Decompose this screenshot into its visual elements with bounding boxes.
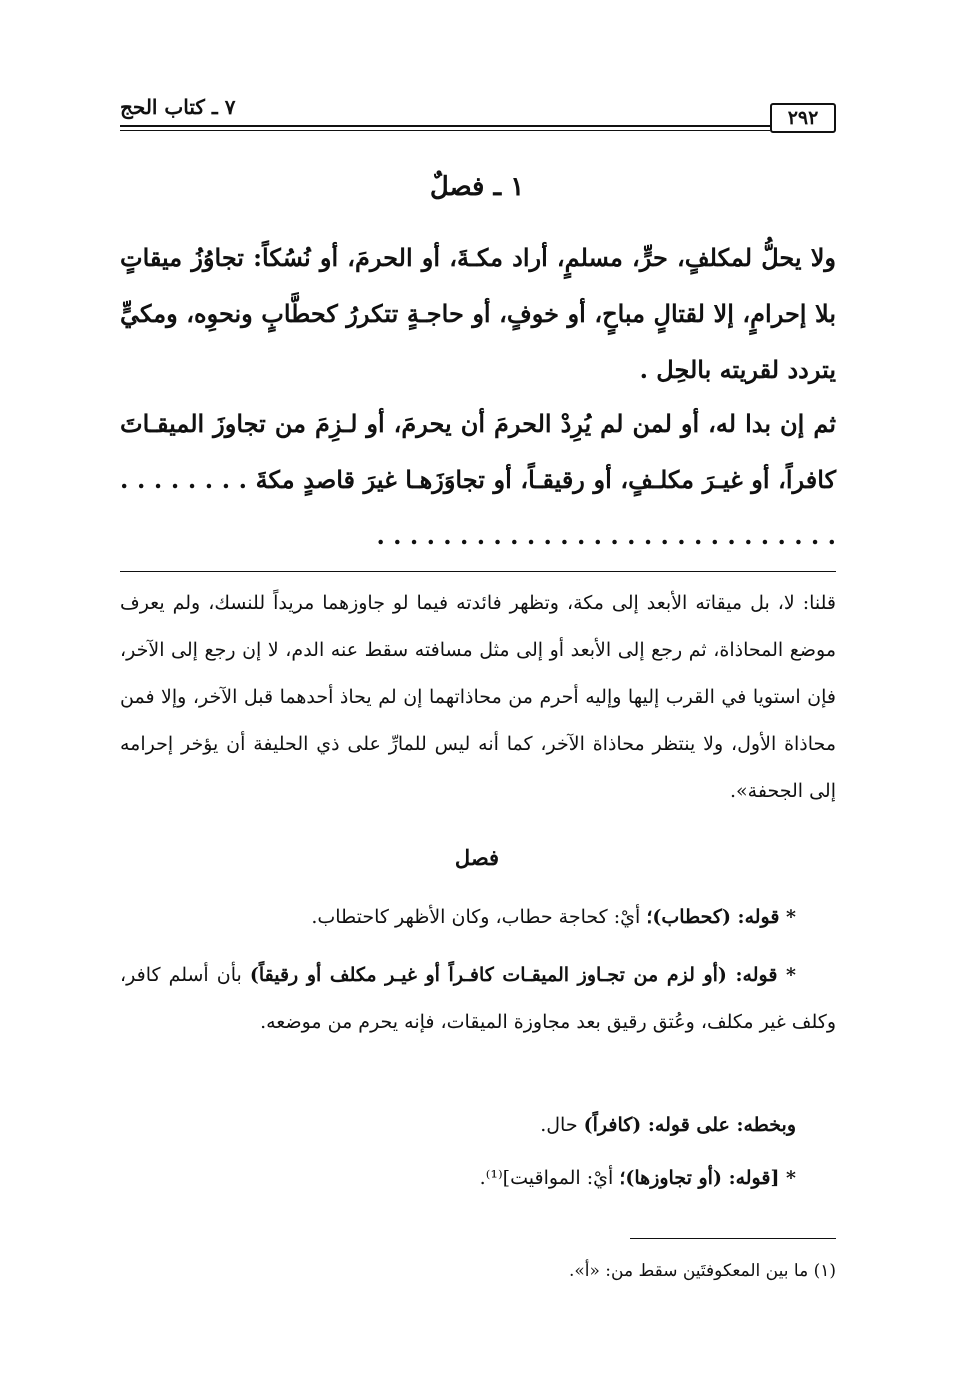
- commentary-item-2: [120, 952, 836, 1046]
- commentary-item-3: [120, 1102, 836, 1149]
- item-4-rest: أيْ: المواقيت]⁽¹⁾.: [479, 1167, 620, 1189]
- ellipsis-dots: . . . . . . . . . . . . . . . . . . . . . . . . . . . . . . . . . . . .: [120, 465, 836, 550]
- item-2-rest: بأن أسلم كافر، وكلف غير مكلف، وعُتق رقيق بعد مجاوزة الميقات، فإنه يحرم من موضعه.: [120, 964, 836, 1033]
- item-1-rest: أيْ: كحاجة حطاب، وكان الأظهر كاحتطاب.: [311, 906, 647, 928]
- item-3-rest: حال.: [540, 1114, 584, 1136]
- commentary-divider: [120, 571, 836, 572]
- item-2-lead: * قوله: (أو لزم من تجـاوز الميقـات كافـراً أو غيـر مكلف أو رقيقاً): [249, 964, 796, 986]
- main-paragraph-2-text: ثم إن بدا له، أو لمن لم يُرِدْ الحرمَ أن يحرمَ، أو لـزِمَ من تجاوزَ الميقـاتَ كافراً، أو غيـرَ مكلـفٍ، أو رقيقـاً، أو تجاوَزَهـا غيرَ قاصدٍ مكةَ: [120, 409, 836, 494]
- header-rule: [120, 125, 770, 127]
- section-title: ١ ـ فصلٌ: [429, 172, 525, 202]
- footnote: (١) ما بين المعكوفتَين سقط من: «أ».: [568, 1261, 836, 1281]
- item-1-lead: * قوله: (كحطاب)؛: [646, 906, 796, 928]
- commentary-item-1: [120, 894, 836, 941]
- footnote-divider: [630, 1238, 836, 1239]
- commentary-paragraph-1: قلنا: لا، بل ميقاته الأبعد إلى مكة، وتظهر فائدته فيما لو جاوزهما مريداً للنسك، ولم يعرف موضع المحاذاة، ثم رجع إلى الأبعد أو إلى مثل مسافته سقط عنه الدم، لا إن رجع إلى الآخر، فإن استويا في القرب إليها وإليه أحرم من محاذاتهما إن لم يحاذ أحدهما قبل الآخر، وإلا فمن محاذاة الأول، ولا ينتظر محاذاة الآخر، كما أنه ليس للمارِّ على ذي الحليفة أن يؤخر إحرامه إلى الجحفة».: [120, 592, 836, 802]
- running-title: ٧ ـ كتاب الحج: [120, 95, 236, 119]
- page-header: [120, 95, 836, 131]
- subsection-title: فصل: [454, 845, 500, 870]
- item-4-lead: * [قوله: (أو تجاوزها)؛: [619, 1167, 796, 1189]
- header-rule-thin: [120, 130, 770, 131]
- page-number-box: ٢٩٢: [770, 103, 836, 133]
- item-3-lead: وبخطه: على قوله: (كافراً): [583, 1114, 796, 1136]
- main-paragraph-2: [120, 396, 836, 564]
- main-paragraph-1: ولا يحلُّ لمكلفٍ، حرٍّ، مسلمٍ، أراد مكـةَ، أو الحرمَ، أو نُسُكاً: تجاوُزُ ميقاتٍ بلا إحرامٍ، إلا لقتالٍ مباحٍ، أو خوفٍ، أو حاجـةٍ تتكررُ كحطَّابٍ ونحوِه، ومكيٍّ يتردد لقريته بالحِل .: [120, 243, 836, 384]
- commentary-item-4: [120, 1155, 836, 1202]
